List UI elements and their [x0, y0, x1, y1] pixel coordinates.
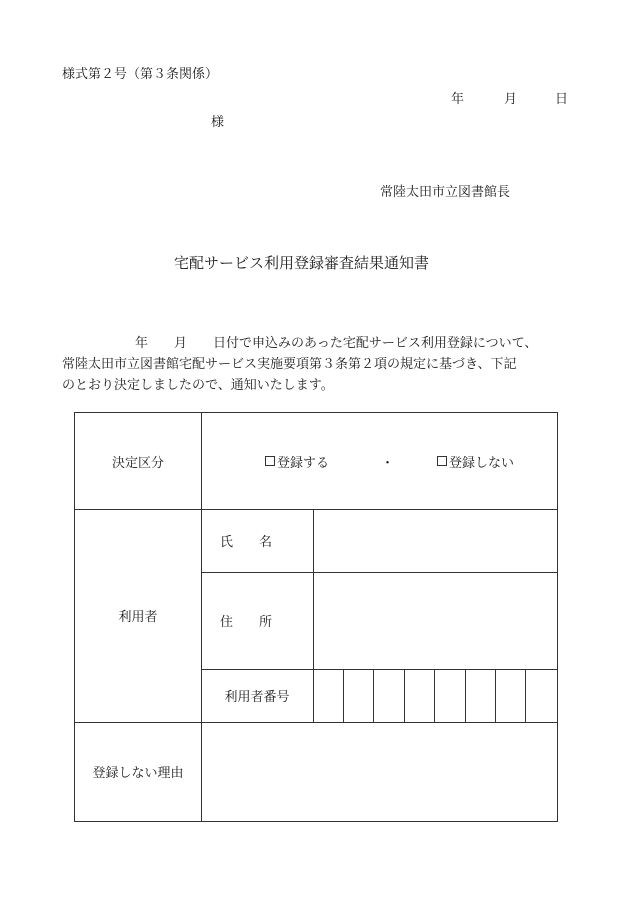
- option-not-register-label: 登録しない: [449, 455, 515, 471]
- option-separator: [381, 413, 394, 509]
- body-line-1-rest: 日付で申込みのあった宅配サービス利用登録について、: [213, 336, 538, 351]
- digit-divider: [434, 669, 435, 722]
- option-register-label: 登録する: [277, 455, 330, 471]
- address-field[interactable]: [314, 573, 557, 669]
- body-year-label: 年: [135, 336, 149, 351]
- reason-field[interactable]: [202, 723, 557, 821]
- digit-divider: [495, 669, 496, 722]
- digit-divider: [465, 669, 466, 722]
- body-month-label: 月: [174, 336, 188, 351]
- date-month-label: 月: [504, 92, 518, 107]
- digit-divider: [373, 669, 374, 722]
- addressee-suffix: 様: [211, 115, 225, 130]
- decision-label: 決定区分: [111, 455, 164, 471]
- body-line-2: 常陸太田市立図書館宅配サービス実施要項第３条第２項の規定に基づき、下記: [62, 357, 517, 372]
- body-line-3: のとおり決定しましたので、通知いたします。: [62, 378, 334, 393]
- checkbox-not-register[interactable]: [437, 456, 447, 466]
- checkbox-register[interactable]: [265, 456, 275, 466]
- user-number-label: 利用者番号: [224, 690, 290, 705]
- separator-dot: ・: [381, 455, 395, 471]
- digit-divider: [404, 669, 405, 722]
- option-not-register[interactable]: [437, 413, 514, 509]
- address-label: 住 所: [220, 615, 273, 630]
- registration-result-table: [74, 412, 558, 822]
- body-paragraph: [62, 333, 582, 396]
- issuer-name: 常陸太田市立図書館長: [380, 185, 511, 200]
- document-title: 宅配サービス利用登録審査結果通知書: [174, 254, 430, 272]
- body-line-1: [62, 333, 582, 354]
- date-day-label: 日: [555, 92, 569, 107]
- user-label: 利用者: [118, 610, 158, 625]
- reason-label: 登録しない理由: [92, 766, 184, 781]
- digit-divider: [525, 669, 526, 722]
- name-field[interactable]: [314, 510, 557, 572]
- option-register[interactable]: [265, 413, 329, 509]
- date-year-label: 年: [451, 92, 465, 107]
- digit-divider: [343, 669, 344, 722]
- form-number: 様式第２号（第３条関係）: [62, 67, 219, 82]
- decision-options: [202, 413, 557, 509]
- name-label: 氏 名: [220, 535, 273, 550]
